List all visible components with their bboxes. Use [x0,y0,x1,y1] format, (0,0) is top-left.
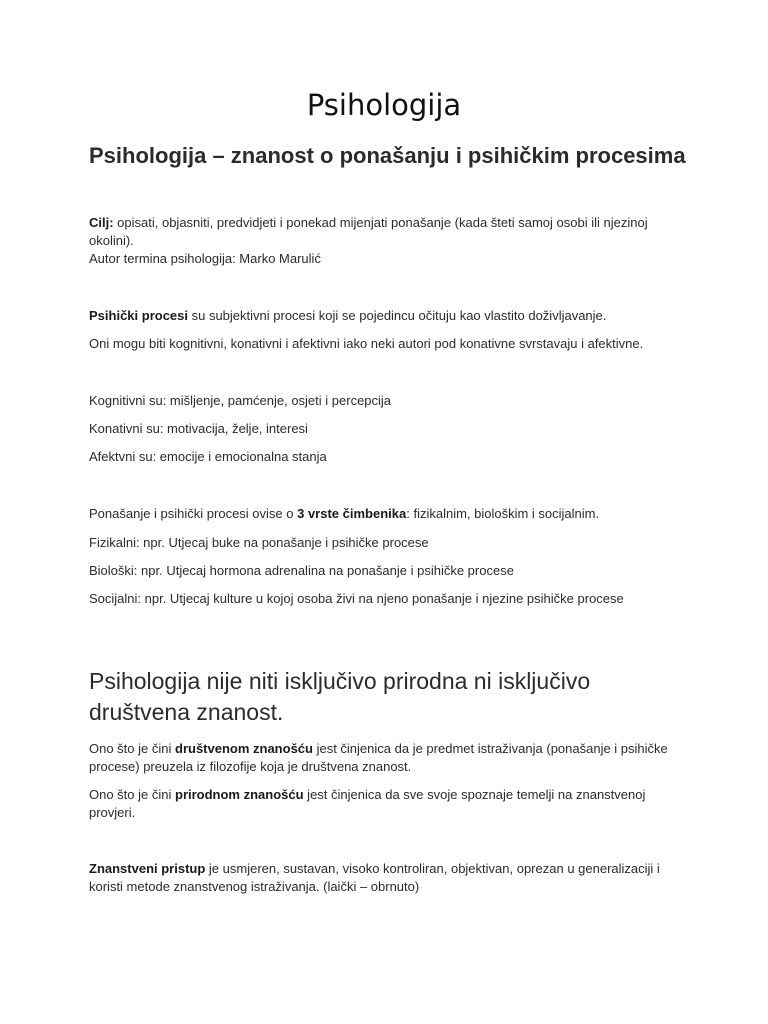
factors-paragraph [89,505,679,523]
social-science-paragraph [89,740,679,775]
subheading: Psihologija nije niti isključivo prirodna ni isključivo društvena znanost. [89,668,591,725]
natural-sci-bold: prirodnom znanošću [175,787,304,802]
author-line: Autor termina psihologija: Marko Marulić [89,251,321,266]
social-sci-post: jest činjenica da je predmet istraživanja (ponašanje i psihičke procese) preuzela iz filozofije koja je društvena znanost. [89,741,668,774]
natural-science-paragraph [89,786,679,821]
goal-text: opisati, objasniti, predvidjeti i ponekad mijenjati ponašanje (kada šteti samoj osobi ili njezinoj okolini). [89,215,648,248]
biological-factor: Biološki: npr. Utjecaj hormona adrenalina na ponašanje i psihičke procese [89,563,514,578]
factors-post: : fizikalnim, biološkim i socijalnim. [406,506,600,521]
processes-definition [89,307,679,325]
factors-pre: Ponašanje i psihički procesi ovise o [89,506,298,521]
cognitive-line: Kognitivni su: mišljenje, pamćenje, osjeti i percepcija [89,393,392,408]
social-factor: Socijalni: npr. Utjecaj kulture u kojoj osoba živi na njeno ponašanje i njezine psihičke procese [89,591,624,606]
approach-post: je usmjeren, sustavan, visoko kontroliran, objektivan, oprezan u generalizaciji i koristi metode znanstvenog istraživanja. (laički – obrnuto) [89,861,660,894]
physical-factor: Fizikalni: npr. Utjecaj buke na ponašanje i psihičke procese [89,535,429,550]
factors-bold: 3 vrste čimbenika [297,506,407,521]
conative-line: Konativni su: motivacija, želje, interesi [89,421,308,436]
natural-sci-pre: Ono što je čini [89,787,175,802]
processes-term: Psihički procesi [89,308,188,323]
main-heading: Psihologija – znanost o ponašanju i psihičkim procesima [89,143,686,168]
natural-sci-post: jest činjenica da sve svoje spoznaje temelji na znanstvenoj provjeri. [89,787,646,820]
social-sci-pre: Ono što je čini [89,741,175,756]
approach-paragraph [89,860,679,895]
affective-line: Afektvni su: emocije i emocionalna stanja [89,449,327,464]
document-title: Psihologija [306,88,462,122]
approach-bold: Znanstveni pristup [89,861,206,876]
goal-paragraph [89,214,679,249]
social-sci-bold: društvenom znanošću [175,741,313,756]
processes-types: Oni mogu biti kognitivni, konativni i afektivni iako neki autori pod konativne svrstavaju i afektivne. [89,336,644,351]
goal-label: Cilj: [89,215,114,230]
processes-def-text: su subjektivni procesi koji se pojedincu očituju kao vlastito doživljavanje. [188,308,607,323]
